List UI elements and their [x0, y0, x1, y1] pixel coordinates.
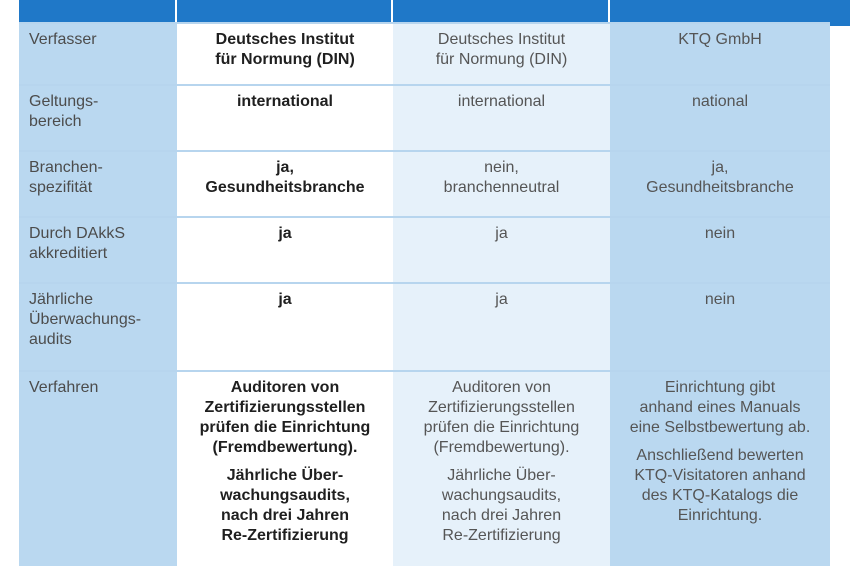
- cell-col-2: [393, 24, 610, 84]
- table-row: [19, 216, 830, 282]
- cell-line: Re-Zertifizierung: [221, 527, 349, 544]
- cell-line: ja,: [276, 159, 294, 176]
- cell-col-1: [177, 24, 393, 84]
- cell-col-2: [393, 218, 610, 282]
- cell-col-1: [177, 86, 393, 150]
- table-row: [19, 22, 830, 84]
- cell-line: Jährliche Über-: [226, 467, 344, 484]
- cell-line: international: [457, 93, 546, 110]
- cell-col-3: [610, 218, 830, 282]
- row-label: [19, 24, 177, 84]
- header-cell-2: [393, 0, 610, 22]
- cell-col-3: [610, 152, 830, 216]
- cell-line: Auditoren von: [230, 379, 340, 396]
- header-cell-1: [177, 0, 393, 22]
- table-row: [19, 84, 830, 150]
- label-line: Verfahren: [29, 379, 99, 396]
- label-line: Überwachungs-: [29, 311, 142, 328]
- cell-line: Anschließend bewerten: [636, 447, 804, 464]
- paragraph: [403, 466, 600, 546]
- cell-col-2: [393, 152, 610, 216]
- cell-line: anhand eines Manuals: [639, 399, 801, 416]
- cell-col-2: [393, 372, 610, 566]
- label-line: Durch DAkkS: [29, 225, 126, 242]
- cell-col-3: [610, 86, 830, 150]
- cell-line: für Normung (DIN): [435, 51, 568, 68]
- cell-line: des KTQ-Katalogs die: [641, 487, 799, 504]
- label-line: spezifität: [29, 179, 93, 196]
- cell-line: eine Selbstbewertung ab.: [629, 419, 811, 436]
- table-row: [19, 150, 830, 216]
- cell-col-3: [610, 284, 830, 370]
- cell-line: wachungsaudits,: [220, 487, 350, 504]
- cell-line: nein: [704, 291, 736, 308]
- row-label: [19, 152, 177, 216]
- cell-line: Zertifizierungsstellen: [204, 399, 366, 416]
- cell-line: Einrichtung.: [677, 507, 763, 524]
- cell-line: prüfen die Einrichtung: [423, 419, 580, 436]
- label-line: Jährliche: [29, 291, 94, 308]
- cell-line: nach drei Jahren: [220, 507, 350, 524]
- paragraph: [403, 378, 600, 458]
- cell-line: Re-Zertifizierung: [442, 527, 561, 544]
- cell-line: für Normung (DIN): [215, 51, 355, 68]
- cell-line: prüfen die Einrichtung: [199, 419, 371, 436]
- comparison-table: [19, 0, 830, 566]
- cell-line: KTQ GmbH: [678, 31, 762, 48]
- paragraph: [620, 378, 820, 438]
- cell-line: ja: [278, 291, 292, 308]
- label-line: Branchen-: [29, 159, 103, 176]
- label-line: akkreditiert: [29, 245, 108, 262]
- page-edge: [836, 0, 850, 566]
- cell-line: ja: [495, 225, 508, 242]
- cell-line: ja: [495, 291, 508, 308]
- table-row: [19, 370, 830, 566]
- cell-col-2: [393, 284, 610, 370]
- label-line: Verfasser: [29, 31, 97, 48]
- cell-col-1: [177, 152, 393, 216]
- cell-line: Jährliche Über-: [447, 467, 556, 484]
- cell-col-3: [610, 24, 830, 84]
- cell-line: Deutsches Institut: [437, 31, 566, 48]
- cell-col-1: [177, 372, 393, 566]
- cell-line: KTQ-Visitatoren anhand: [634, 467, 806, 484]
- label-line: bereich: [29, 113, 82, 130]
- label-line: audits: [29, 331, 72, 348]
- row-label: [19, 372, 177, 566]
- cell-line: Zertifizierungsstellen: [428, 399, 575, 416]
- label-line: Geltungs-: [29, 93, 99, 110]
- paragraph: [187, 466, 383, 546]
- cell-col-1: [177, 284, 393, 370]
- cell-line: nach drei Jahren: [441, 507, 562, 524]
- cell-col-1: [177, 218, 393, 282]
- cell-line: Gesundheitsbranche: [205, 179, 365, 196]
- cell-line: national: [691, 93, 749, 110]
- cell-line: Einrichtung gibt: [664, 379, 776, 396]
- header-cell-3: [610, 0, 830, 22]
- row-label: [19, 218, 177, 282]
- cell-line: branchenneutral: [443, 179, 560, 196]
- header-cell-label: [19, 0, 177, 22]
- row-label: [19, 284, 177, 370]
- cell-line: international: [236, 93, 333, 110]
- header-accent: [830, 0, 850, 26]
- cell-line: Gesundheitsbranche: [646, 179, 794, 196]
- paragraph: [187, 378, 383, 458]
- row-label: [19, 86, 177, 150]
- cell-line: nein,: [484, 159, 519, 176]
- cell-line: Deutsches Institut: [215, 31, 355, 48]
- table-row: [19, 282, 830, 370]
- cell-col-3: [610, 372, 830, 566]
- table-header-row: [19, 0, 830, 22]
- paragraph: [620, 446, 820, 526]
- cell-line: wachungsaudits,: [441, 487, 562, 504]
- cell-line: (Fremdbewertung).: [212, 439, 358, 456]
- cell-line: Auditoren von: [452, 379, 551, 396]
- cell-line: ja,: [711, 159, 729, 176]
- cell-line: nein: [704, 225, 736, 242]
- cell-line: ja: [278, 225, 292, 242]
- cell-line: (Fremdbewertung).: [433, 439, 570, 456]
- cell-col-2: [393, 86, 610, 150]
